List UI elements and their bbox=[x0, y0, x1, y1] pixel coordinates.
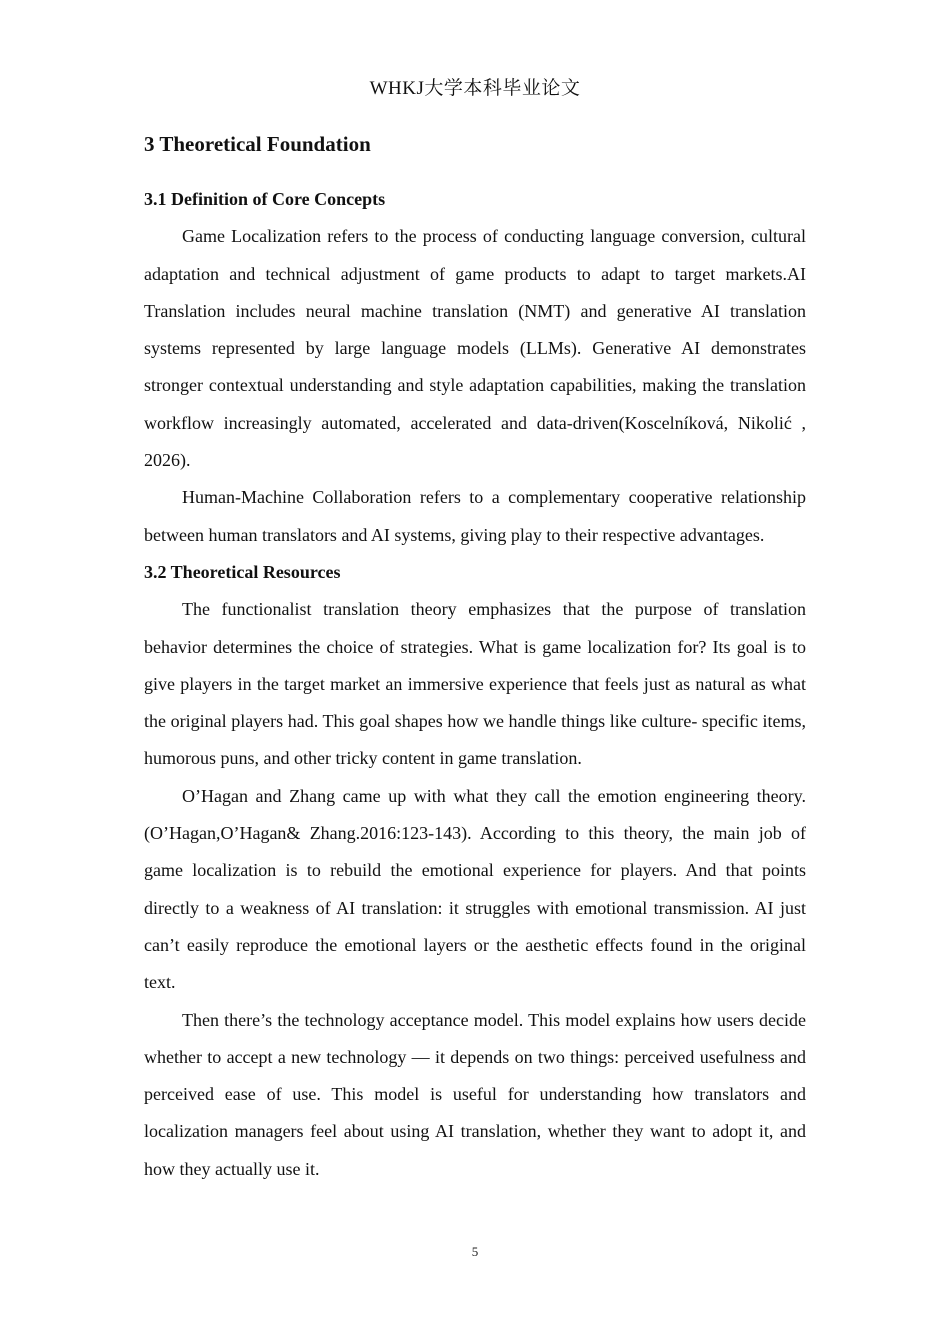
page-number: 5 bbox=[471, 1244, 479, 1259]
paragraph: Game Localization refers to the process of conducting language conversion, cultural adaptation and technical adjustment of game products to adapt to target markets.AI Translation includes neural machine translation (NMT) and generative AI translation systems represented by large language models (LLMs). Generative AI demonstrates stronger contextual understanding and style adaptation capabilities, making the translation workflow increasingly automated, accelerated and data-driven(Koscelníková, Nikolić , 2026). bbox=[144, 226, 806, 471]
paragraph: O’Hagan and Zhang came up with what they call the emotion engineering theory.(O’Hagan,O’Hagan& Zhang.2016:123-143). According to this theory, the main job of game localization is to rebuild the emotional experience for players. And that points directly to a weakness of AI translation: it struggles with emotional transmission. AI just can’t easily reproduce the emotional layers or the aesthetic effects found in the original text. bbox=[144, 785, 806, 993]
running-header: WHKJ大学本科毕业论文 bbox=[369, 78, 581, 99]
chapter-spacer bbox=[144, 162, 806, 181]
paragraph: Then there’s the technology acceptance model. This model explains how users decide whether to accept a new technology — it depends on two things: perceived usefulness and perceived ease of use. This model is useful for understanding how translators and localization managers feel about using AI translation, whether they want to adopt it, and how they actually use it. bbox=[144, 1009, 806, 1179]
chapter-title: 3 Theoretical Foundation bbox=[144, 132, 371, 156]
paragraph: The functionalist translation theory emphasizes that the purpose of translation behavior determines the choice of strategies. What is game localization for? Its goal is to give players in the target market an immersive experience that feels just as natural as what the original players had. This goal shapes how we handle things like culture- specific items, humorous puns, and other tricky content in game translation. bbox=[144, 599, 806, 769]
section-heading-3-1: 3.1 Definition of Core Concepts bbox=[144, 189, 386, 209]
section-heading-3-2: 3.2 Theoretical Resources bbox=[144, 561, 341, 582]
paragraph: Human-Machine Collaboration refers to a complementary cooperative relationship between human translators and AI systems, giving play to their respective advantages. bbox=[144, 487, 806, 545]
body-content bbox=[144, 126, 806, 1188]
